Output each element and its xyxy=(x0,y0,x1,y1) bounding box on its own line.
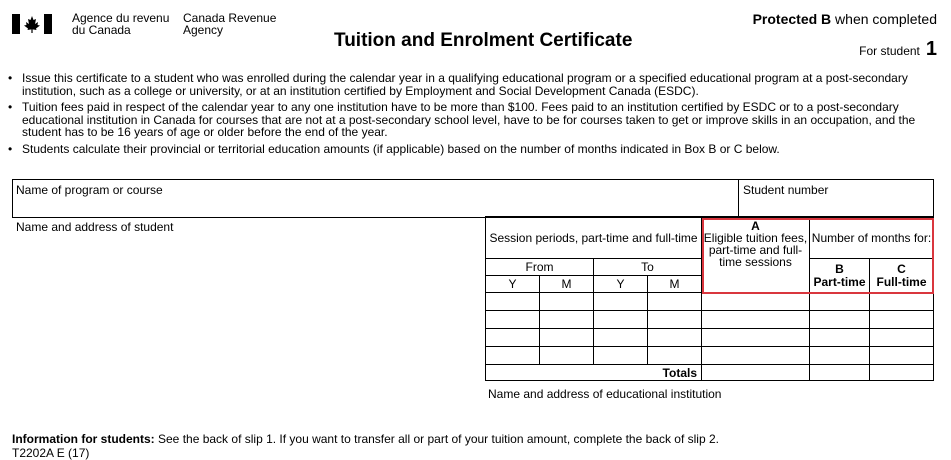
table-row xyxy=(486,311,934,329)
list-item xyxy=(8,143,938,156)
full-time-total-cell[interactable] xyxy=(870,365,934,381)
from-month-cell[interactable] xyxy=(540,311,594,329)
full-time-months-cell[interactable] xyxy=(870,347,934,365)
session-periods-header: Session periods, part-time and full-time xyxy=(486,217,702,259)
to-year-header: Y xyxy=(594,276,648,293)
form-code: T2202A E (17) xyxy=(12,446,90,460)
tuition-total-cell[interactable] xyxy=(702,365,810,381)
protected-notice xyxy=(753,11,937,27)
from-month-header: M xyxy=(540,276,594,293)
slip-number: 1 xyxy=(925,38,937,60)
agency-name-french xyxy=(72,12,182,36)
protected-suffix: when completed xyxy=(831,11,937,27)
tuition-fees-cell[interactable] xyxy=(702,347,810,365)
full-time-months-cell[interactable] xyxy=(870,293,934,311)
to-month-header: M xyxy=(648,276,702,293)
student-address-label: Name and address of student xyxy=(16,220,174,234)
to-month-cell[interactable] xyxy=(648,311,702,329)
to-year-cell[interactable] xyxy=(594,311,648,329)
bullet-icon: • xyxy=(8,71,13,85)
box-a-letter: A xyxy=(751,219,760,233)
part-time-months-cell[interactable] xyxy=(810,293,870,311)
program-label: Name of program or course xyxy=(16,183,163,197)
from-year-cell[interactable] xyxy=(486,293,540,311)
info-text: See the back of slip 1. If you want to transfer all or part of your tuition amount, complete the back of slip 2. xyxy=(154,432,719,446)
tuition-fees-cell[interactable] xyxy=(702,311,810,329)
part-time-total-cell[interactable] xyxy=(810,365,870,381)
canada-flag-icon xyxy=(12,14,52,34)
institution-label: Name and address of educational institution xyxy=(488,387,722,401)
box-b-letter: B xyxy=(835,261,844,276)
bullet-icon: • xyxy=(8,141,13,156)
for-student-indicator xyxy=(859,38,937,61)
from-year-cell[interactable] xyxy=(486,347,540,365)
part-time-months-cell[interactable] xyxy=(810,311,870,329)
agency-en-line1: Canada Revenue xyxy=(183,11,277,25)
info-label: Information for students: xyxy=(12,432,155,446)
to-month-cell[interactable] xyxy=(648,329,702,347)
student-info-note xyxy=(12,432,719,446)
from-month-cell[interactable] xyxy=(540,329,594,347)
totals-label: Totals xyxy=(486,365,702,381)
box-a-text: Eligible tuition fees, part-time and full-time sessions xyxy=(703,231,808,269)
table-row xyxy=(486,347,934,365)
protected-label: Protected B xyxy=(752,11,832,27)
agency-name-english xyxy=(183,12,293,36)
agency-fr-line1: Agence du revenu xyxy=(72,11,170,25)
bullet-text: Tuition fees paid in respect of the calendar year to any one institution have to be more than $100. Fees paid to an institution certified by ESDC or to a post-secondary educational institution in Canada for courses that are not at a post-secondary school level, have to be for courses taken to get or improve skills in an occupation, and the student has to be 16 years of age or older before the end of the year. xyxy=(22,100,916,139)
box-b-text: Part-time xyxy=(813,274,866,289)
to-header: To xyxy=(594,259,702,276)
to-year-cell[interactable] xyxy=(594,347,648,365)
to-month-cell[interactable] xyxy=(648,293,702,311)
totals-row xyxy=(486,365,934,381)
full-time-months-cell[interactable] xyxy=(870,329,934,347)
from-year-header: Y xyxy=(486,276,540,293)
from-month-cell[interactable] xyxy=(540,293,594,311)
to-year-cell[interactable] xyxy=(594,329,648,347)
full-time-months-cell[interactable] xyxy=(870,311,934,329)
to-month-cell[interactable] xyxy=(648,347,702,365)
part-time-months-cell[interactable] xyxy=(810,329,870,347)
bullet-text: Issue this certificate to a student who was enrolled during the calendar year in a qualifying educational program or a specified educational program at a post-secondary institution, such as a college or university, or at an institution certified by Employment and Social Development Canada (ESDC). xyxy=(22,71,908,98)
instructions-list xyxy=(8,72,938,159)
table-row xyxy=(486,293,934,311)
from-year-cell[interactable] xyxy=(486,311,540,329)
from-year-cell[interactable] xyxy=(486,329,540,347)
box-c-text: Full-time xyxy=(876,274,927,289)
tuition-fees-cell[interactable] xyxy=(702,329,810,347)
table-row xyxy=(486,329,934,347)
page-title: Tuition and Enrolment Certificate xyxy=(334,30,633,51)
tuition-fees-cell[interactable] xyxy=(702,293,810,311)
months-header: Number of months for: xyxy=(810,217,934,259)
to-year-cell[interactable] xyxy=(594,293,648,311)
from-month-cell[interactable] xyxy=(540,347,594,365)
agency-fr-line2: du Canada xyxy=(72,23,131,37)
bullet-icon: • xyxy=(8,100,13,114)
list-item xyxy=(8,72,938,97)
box-c-letter: C xyxy=(897,261,906,276)
list-item xyxy=(8,101,938,139)
field-divider xyxy=(738,179,739,217)
for-student-label: For student xyxy=(859,44,920,58)
from-header: From xyxy=(486,259,594,276)
agency-en-line2: Agency xyxy=(183,23,224,37)
bullet-text: Students calculate their provincial or territorial education amounts (if applicable) based on the number of months indicated in Box B or C below. xyxy=(22,141,780,156)
student-number-label: Student number xyxy=(743,183,829,197)
highlight-box xyxy=(702,218,934,294)
part-time-months-cell[interactable] xyxy=(810,347,870,365)
